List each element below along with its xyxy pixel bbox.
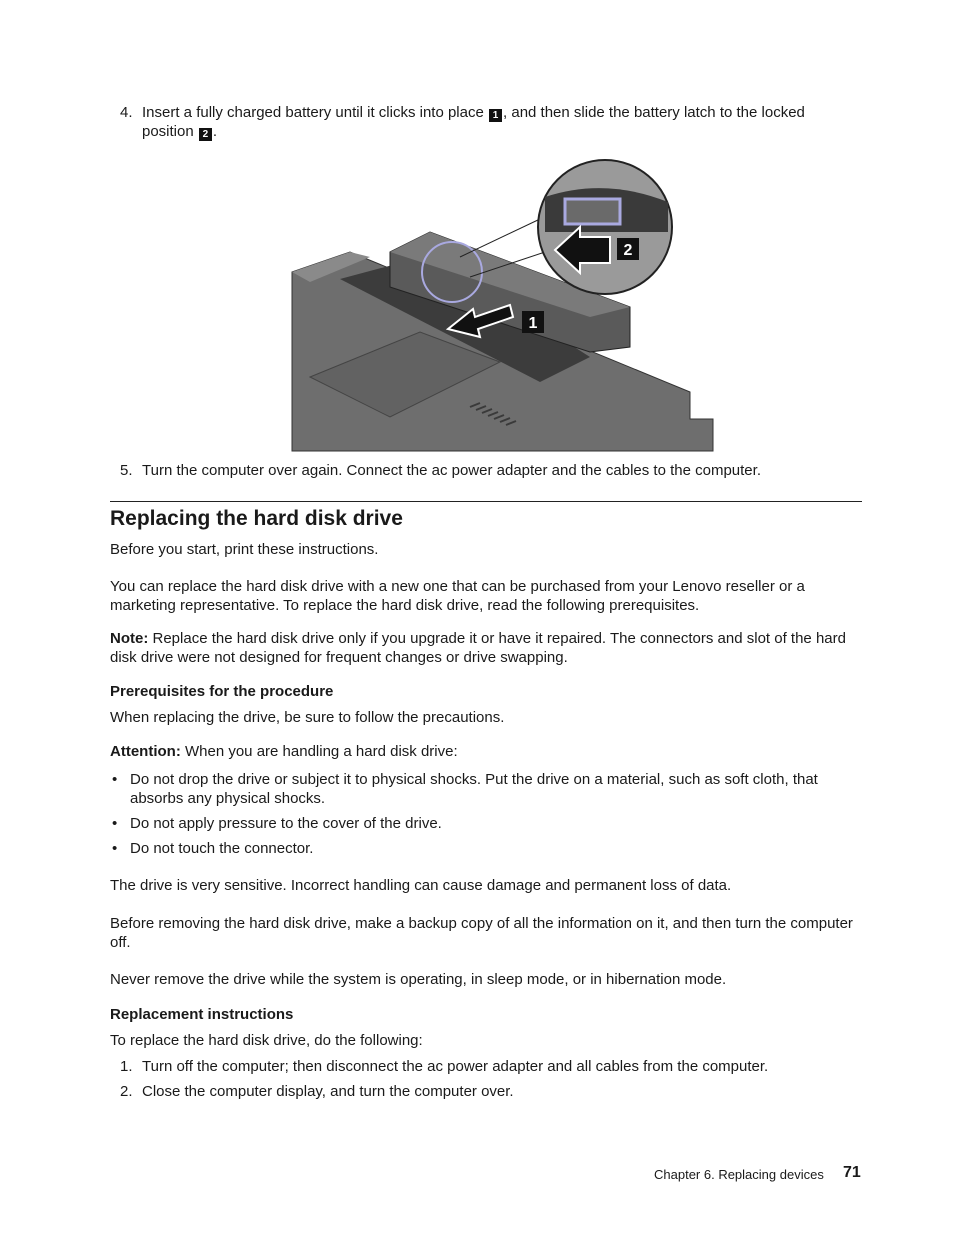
- step-text-part: , and then slide the battery latch to the locked: [503, 104, 805, 121]
- replace-step-2: [120, 1082, 860, 1101]
- bullet-icon: •: [112, 840, 118, 857]
- step-text-part: .: [212, 123, 218, 140]
- bullet-item: [112, 814, 862, 833]
- callout-2: 2: [199, 128, 212, 141]
- step-5: [120, 461, 860, 480]
- prereq-heading: Prerequisites for the procedure: [110, 683, 334, 700]
- step-text: Turn off the computer; then disconnect the ac power adapter and all cables from the computer.: [142, 1058, 769, 1075]
- note-label: Note:: [110, 630, 149, 647]
- step-text: [142, 103, 860, 141]
- paragraph: Never remove the drive while the system is operating, in sleep mode, or in hibernation mode.: [110, 971, 727, 988]
- footer-chapter: Chapter 6. Replacing devices: [654, 1167, 824, 1182]
- page-number: 71: [843, 1164, 861, 1181]
- bullet-text: Do not touch the connector.: [130, 840, 314, 857]
- figure-label-2: 2: [623, 242, 633, 259]
- callout-1: 1: [489, 109, 502, 122]
- intro-paragraph: Before you start, print these instructions.: [110, 541, 379, 558]
- section-divider: [110, 501, 862, 502]
- bullet-text: Do not apply pressure to the cover of the drive.: [130, 815, 442, 832]
- step-number: 5.: [120, 462, 133, 479]
- bullet-text: Do not drop the drive or subject it to physical shocks. Put the drive on a material, such as soft cloth, that absorbs any physical shocks.: [130, 771, 818, 807]
- battery-install-illustration: [290, 157, 715, 452]
- step-number: 1.: [120, 1058, 133, 1075]
- paragraph: To replace the hard disk drive, do the following:: [110, 1032, 423, 1049]
- bullet-item: [112, 839, 862, 858]
- attention-text: When you are handling a hard disk drive:: [184, 743, 458, 760]
- paragraph: When replacing the drive, be sure to follow the precautions.: [110, 709, 505, 726]
- step-4: [120, 103, 860, 141]
- bullet-item: [112, 770, 862, 808]
- step-text: Close the computer display, and turn the computer over.: [142, 1083, 514, 1100]
- replacement-heading: Replacement instructions: [110, 1006, 294, 1023]
- attention-label: Attention:: [110, 743, 181, 760]
- note-paragraph: [110, 629, 862, 667]
- step-text-part: Insert a fully charged battery until it clicks into place: [142, 104, 484, 121]
- replace-step-1: [120, 1057, 860, 1076]
- figure-label-1: 1: [528, 315, 538, 332]
- paragraph: You can replace the hard disk drive with a new one that can be purchased from your Lenovo reseller or a marketing representative. To replace the hard disk drive, read the following prerequisites.: [110, 578, 805, 614]
- section-title: Replacing the hard disk drive: [110, 507, 403, 530]
- bullet-icon: •: [112, 771, 118, 788]
- step-number: 4.: [120, 104, 133, 121]
- note-text: Replace the hard disk drive only if you upgrade it or have it repaired. The connectors and slot of the hard disk drive were not designed for frequent changes or drive swapping.: [110, 630, 846, 666]
- attention-paragraph: [110, 742, 862, 761]
- paragraph: Before removing the hard disk drive, make a backup copy of all the information on it, and then turn the computer off.: [110, 915, 853, 951]
- step-number: 2.: [120, 1083, 133, 1100]
- bullet-icon: •: [112, 815, 118, 832]
- step-text: Turn the computer over again. Connect the ac power adapter and the cables to the computer.: [142, 462, 761, 479]
- step-text-part: position: [142, 123, 194, 140]
- paragraph: The drive is very sensitive. Incorrect handling can cause damage and permanent loss of data.: [110, 877, 732, 894]
